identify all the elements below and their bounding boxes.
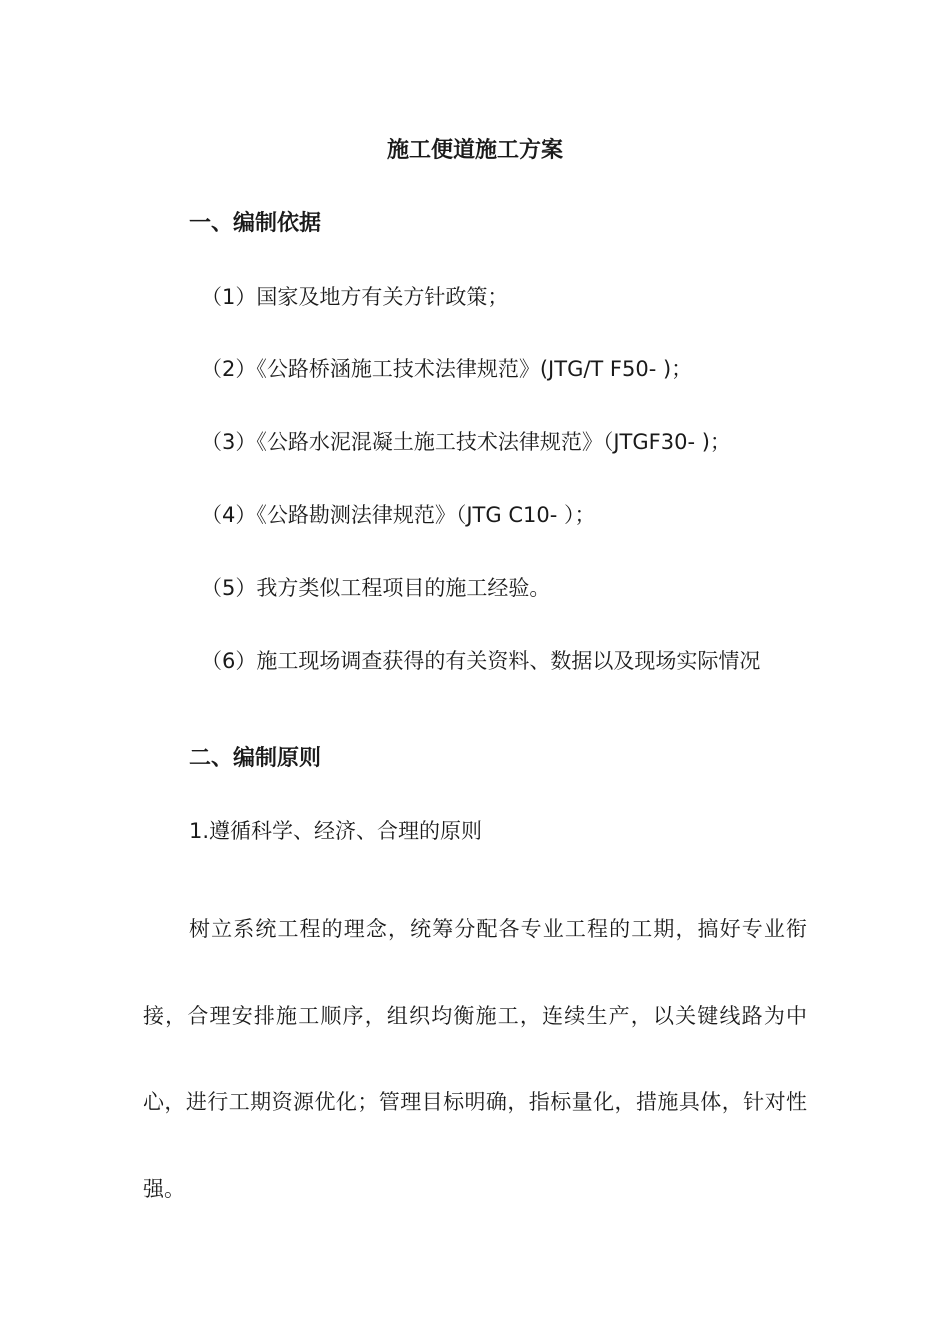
basis-item-1: （1）国家及地方有关方针政策； xyxy=(201,285,509,309)
principle-paragraph: 树立系统工程的理念，统筹分配各专业工程的工期，搞好专业衔接，合理安排施工顺序，组织均衡施工，连续生产，以关键线路为中心，进行工期资源优化；管理目标明确，指标量化，措施具体，针对性强。 xyxy=(143,917,807,1201)
basis-item-5: （5）我方类似工程项目的施工经验。 xyxy=(201,576,551,600)
basis-item-6: （6）施工现场调查获得的有关资料、数据以及现场实际情况 xyxy=(201,649,761,673)
section-heading-principles: 二、编制原则 xyxy=(189,746,322,771)
document-title: 施工便道施工方案 xyxy=(386,138,563,163)
section-heading-basis: 一、编制依据 xyxy=(189,211,322,236)
basis-item-2: （2）《公路桥涵施工技术法律规范》(JTG/T F50- )； xyxy=(201,357,693,381)
basis-item-3: （3）《公路水泥混凝土施工技术法律规范》（JTGF30- )； xyxy=(201,430,731,454)
basis-item-4: （4）《公路勘测法律规范》（JTG C10- ）； xyxy=(201,503,596,527)
principle-subheading: 1.遵循科学、经济、合理的原则 xyxy=(189,819,483,843)
